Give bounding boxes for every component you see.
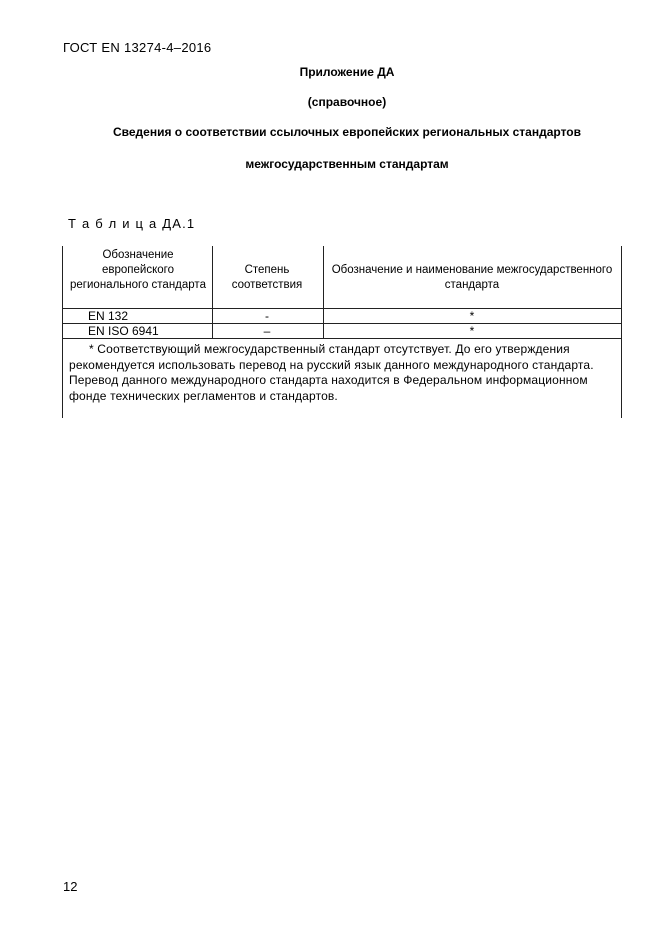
table-cell-row1-interstate: * <box>469 309 475 323</box>
annex-heading-line-1: Сведения о соответствии ссылочных европейских региональных стандартов <box>113 125 581 139</box>
table-border-right <box>621 246 622 418</box>
annex-heading-line-2: межгосударственным стандартам <box>245 157 449 171</box>
column-header-interstate-standard: Обозначение и наименование межгосударственного стандарта <box>331 264 613 291</box>
table-border-left <box>62 246 63 418</box>
annex-status: (справочное) <box>307 95 387 109</box>
page-number: 12 <box>63 879 78 894</box>
table-cell-row1-standard: EN 132 <box>88 309 129 323</box>
column-header-degree: Степень соответствия <box>231 264 303 291</box>
table-cell-row2-interstate: * <box>469 324 475 338</box>
correspondence-table <box>62 246 622 418</box>
column-header-eu-standard: Обозначение европейского регионального стандарта <box>70 249 206 291</box>
table-caption: Т а б л и ц а ДА.1 <box>68 216 196 231</box>
table-cell-row2-standard: EN ISO 6941 <box>88 324 159 338</box>
document-code: ГОСТ EN 13274-4–2016 <box>63 40 212 55</box>
table-cell-row2-degree: – <box>263 324 271 338</box>
table-cell-row1-degree: - <box>265 309 269 323</box>
table-footnote: * Соответствующий межгосударственный стандарт отсутствует. До его утверждения рекомендуется использовать перевод на русский язык данного международного стандарта. Перевод данного международного стандарта находится в Федеральном информационном фонде технических регламентов и стандартов. <box>69 342 594 403</box>
annex-title: Приложение ДА <box>299 65 395 79</box>
row-2-bottom-border <box>62 338 621 339</box>
